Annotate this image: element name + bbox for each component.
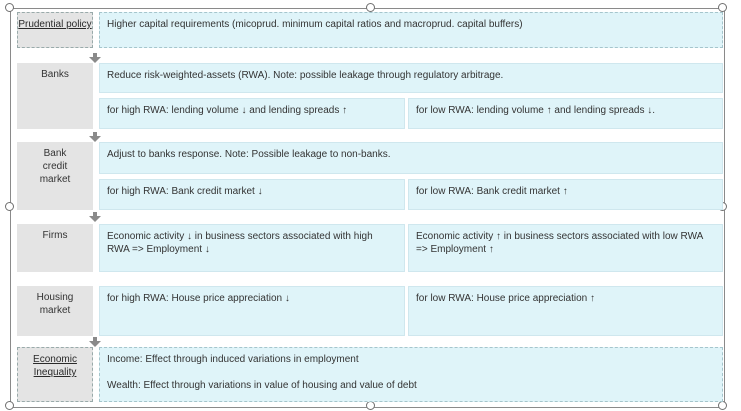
banks-text-content: Reduce risk-weighted-assets (RWA). Note: possible leakage through regulatory arbitrage. [107,70,504,81]
prudential-policy-text [99,12,723,48]
housing-market-label [17,286,93,336]
prudential-policy-text-content: Higher capital requirements (micoprud. minimum capital ratios and macroprud. capital buffers) [107,19,523,30]
resize-handle-bottom-right[interactable] [718,401,727,410]
banks-text [99,63,723,93]
resize-handle-bottom-center[interactable] [366,401,375,410]
firms-low-rwa-text: Economic activity ↑ in business sectors associated with low RWA => Employment ↑ [416,231,703,255]
prudential-policy-label-text: Prudential policy [18,19,92,30]
bank-credit-market-text-content: Adjust to banks response. Note: Possible leakage to non-banks. [107,149,391,160]
firms-high-rwa [99,224,405,272]
banks-low-rwa-text: for low RWA: lending volume ↑ and lending spreads ↓. [416,105,656,116]
economic-inequality-income-text: Income: Effect through induced variations in employment [107,354,359,365]
firms-low-rwa [408,224,723,272]
resize-handle-top-right[interactable] [718,3,727,12]
firms-label-text: Firms [42,230,68,241]
housing-market-high-rwa-text: for high RWA: House price appreciation ↓ [107,293,290,304]
economic-inequality-wealth-text: Wealth: Effect through variations in value of housing and value of debt [107,380,417,391]
housing-market-low-rwa-text: for low RWA: House price appreciation ↑ [416,293,595,304]
resize-handle-top-left[interactable] [5,3,14,12]
housing-market-high-rwa [99,286,405,336]
banks-label [17,63,93,129]
prudential-policy-label [17,12,93,48]
bank-credit-market-label [17,142,93,210]
bank-credit-market-high-rwa [99,179,405,210]
bank-credit-market-low-rwa [408,179,723,210]
down-arrow-icon [89,337,101,347]
economic-inequality-label-text: Economic Inequality [33,354,77,378]
housing-market-low-rwa [408,286,723,336]
firms-label [17,224,93,272]
bank-credit-market-text [99,142,723,174]
economic-inequality-text [99,347,723,402]
down-arrow-icon [89,212,101,222]
resize-handle-bottom-left[interactable] [5,401,14,410]
firms-high-rwa-text: Economic activity ↓ in business sectors associated with high RWA => Employment ↓ [107,231,373,255]
bank-credit-market-high-rwa-text: for high RWA: Bank credit market ↓ [107,186,263,197]
down-arrow-icon [89,132,101,142]
resize-handle-middle-left[interactable] [5,202,14,211]
economic-inequality-label [17,347,93,402]
down-arrow-icon [89,53,101,63]
bank-credit-market-label-text: Bank credit market [39,148,71,185]
banks-high-rwa-text: for high RWA: lending volume ↓ and lending spreads ↑ [107,105,348,116]
housing-market-label-text: Housing market [36,292,74,316]
banks-low-rwa [408,98,723,129]
resize-handle-top-center[interactable] [366,3,375,12]
banks-label-text: Banks [41,69,69,80]
bank-credit-market-low-rwa-text: for low RWA: Bank credit market ↑ [416,186,568,197]
banks-high-rwa [99,98,405,129]
